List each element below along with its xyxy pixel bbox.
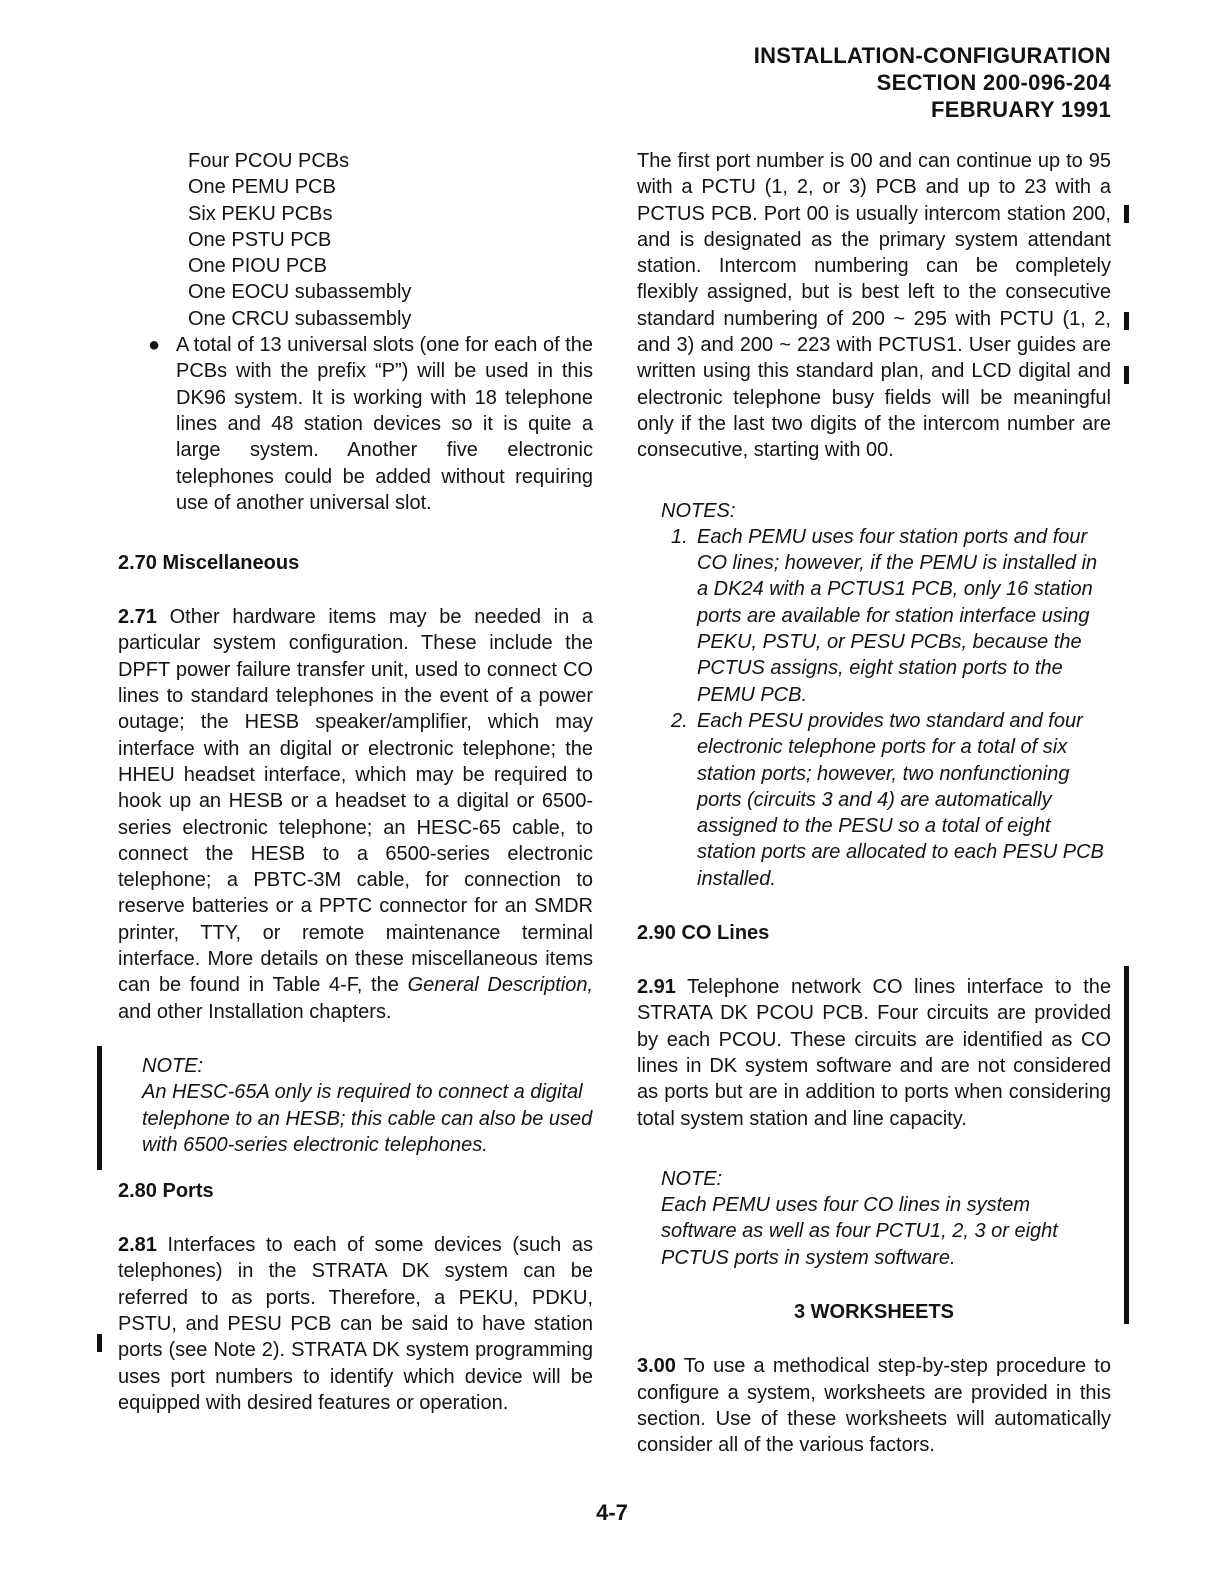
notes-label: NOTES:	[661, 499, 736, 522]
note-text: Each PESU provides two standard and four electronic telephone ports for a total of six station ports; however, two nonfunctioning ports (circuits 3 and 4) are automatically assigned to the PESU so a total of eight station ports are allocated to each PESU PCB installed.	[697, 709, 1104, 890]
note-pemu	[637, 1166, 1111, 1271]
pcb-list	[188, 148, 593, 332]
italic-reference: General Description,	[407, 974, 594, 997]
header-date: FEBRUARY 1991	[931, 97, 1111, 122]
page-number: 4-7	[596, 1500, 628, 1525]
note-hesc	[118, 1053, 593, 1158]
paragraph-2-91	[637, 974, 1111, 1132]
note-text: Each PEMU uses four station ports and four CO lines; however, if the PEMU is installed in a DK24 with a PCTUS1 PCB, only 16 station ports are available for station interface using PEKU, PSTU, or PESU PCBs, because the PCTUS assigns, eight station ports to the PEMU PCB.	[697, 525, 1098, 706]
paragraph-2-71	[118, 604, 593, 1025]
note-number: 2.	[671, 709, 688, 732]
paragraph-port-numbering: The first port number is 00 and can continue up to 95 with a PCTU (1, 2, or 3) PCB and up to 23 with a PCTUS PCB. Port 00 is usually intercom station 200, and is designated as the primary system attendant station. Intercom numbering can be completely flexibly assigned, but is best left to the consecutive standard numbering of 200 ~ 295 with PCTU (1, 2, and 3) and 200 ~ 223 with PCTUS1. User guides are written using this standard plan, and LCD digital and electronic telephone busy fields will be meaningful only if the last two digits of the intercom number are consecutive, starting with 00.	[637, 150, 1111, 462]
section-heading-miscellaneous: 2.70 Miscellaneous	[118, 552, 300, 575]
right-column	[637, 148, 1111, 1458]
paragraph-text: Other hardware items may be needed in a particular system configuration. These include the DPFT power failure transfer unit, used to connect CO lines to standard telephones in the event of a power outage; the HESB speaker/amplifier, which may interface with an digital or electronic telephone; the HHEU headset interface, which may be required to hook up an HESB or a headset to a digital or 6500-series electronic telephone; an HESC-65 cable, to connect the HESB to a 6500-series electronic telephone; a PBTC-3M cable, for connection to reserve batteries or a PPTC connector for an SMDR printer, TTY, or remote maintenance terminal interface. More details on these miscellaneous items can be found in Table 4-F, the	[118, 606, 593, 997]
change-bar	[1124, 205, 1129, 223]
change-bar	[1124, 966, 1129, 1324]
bullet-paragraph	[118, 332, 593, 516]
paragraph-text: Interfaces to each of some devices (such as telephones) in the STRATA DK system can be referred to as ports. Therefore, a PEKU, PDKU, PSTU, and PESU PCB can be said to have station ports (see Note 2). STRATA DK system programming uses port numbers to identify which device will be equipped with desired features or operation.	[118, 1234, 593, 1414]
paragraph-number: 2.91	[637, 976, 676, 999]
header-section: SECTION 200-096-204	[876, 70, 1111, 95]
list-item: One PIOU PCB	[188, 255, 327, 278]
bullet-text: A total of 13 universal slots (one for each of the PCBs with the prefix “P”) will be used in this DK96 system. It is working with 18 telephone lines and 48 station devices so it is quite a large system. Another five electronic telephones could be added without requiring use of another universal slot.	[176, 334, 593, 514]
bullet-icon: ●	[148, 334, 161, 357]
page-header	[754, 42, 1111, 123]
notes-list	[637, 524, 1111, 892]
list-item: Six PEKU PCBs	[188, 202, 333, 225]
note-number: 1.	[671, 525, 688, 548]
list-item: One PSTU PCB	[188, 228, 332, 251]
paragraph-text: Telephone network CO lines interface to the STRATA DK PCOU PCB. Four circuits are provided by each PCOU. These circuits are identified as CO lines in DK system software and are not considered as ports but are in addition to ports when considering total system station and line capacity.	[637, 976, 1112, 1130]
header-title: INSTALLATION-CONFIGURATION	[753, 43, 1111, 68]
note-item	[637, 708, 1111, 892]
paragraph-number: 2.81	[118, 1234, 157, 1257]
list-item: One EOCU subassembly	[188, 281, 412, 304]
paragraph-2-81	[118, 1232, 593, 1416]
section-heading-ports: 2.80 Ports	[118, 1180, 214, 1203]
left-column	[118, 148, 593, 1416]
section-heading-co-lines: 2.90 CO Lines	[637, 922, 770, 945]
change-bar	[1124, 366, 1129, 384]
section-heading-worksheets: 3 WORKSHEETS	[793, 1300, 955, 1323]
change-bar	[1124, 312, 1129, 330]
list-item: One PEMU PCB	[188, 176, 336, 199]
note-text: Each PEMU uses four CO lines in system software as well as four PCTU1, 2, 3 or eight PCTUS ports in system software.	[661, 1194, 1058, 1269]
note-label: NOTE:	[661, 1167, 723, 1190]
paragraph-3-00	[637, 1353, 1111, 1458]
change-bar	[97, 1046, 102, 1170]
paragraph-number: 3.00	[637, 1355, 676, 1378]
paragraph-text: and other Installation chapters.	[118, 1000, 392, 1023]
list-item: One CRCU subassembly	[188, 307, 412, 330]
paragraph-text: To use a methodical step-by-step procedure to configure a system, worksheets are provided in this section. Use of these worksheets will automatically consider all of the various factors.	[637, 1355, 1111, 1457]
note-text: An HESC-65A only is required to connect a digital telephone to an HESB; this cable can also be used with 6500-series electronic telephones.	[142, 1081, 593, 1156]
list-item: Four PCOU PCBs	[188, 150, 350, 172]
note-item	[637, 524, 1111, 708]
note-label: NOTE:	[142, 1054, 204, 1077]
paragraph-number: 2.71	[118, 606, 157, 629]
change-bar	[97, 1334, 102, 1352]
